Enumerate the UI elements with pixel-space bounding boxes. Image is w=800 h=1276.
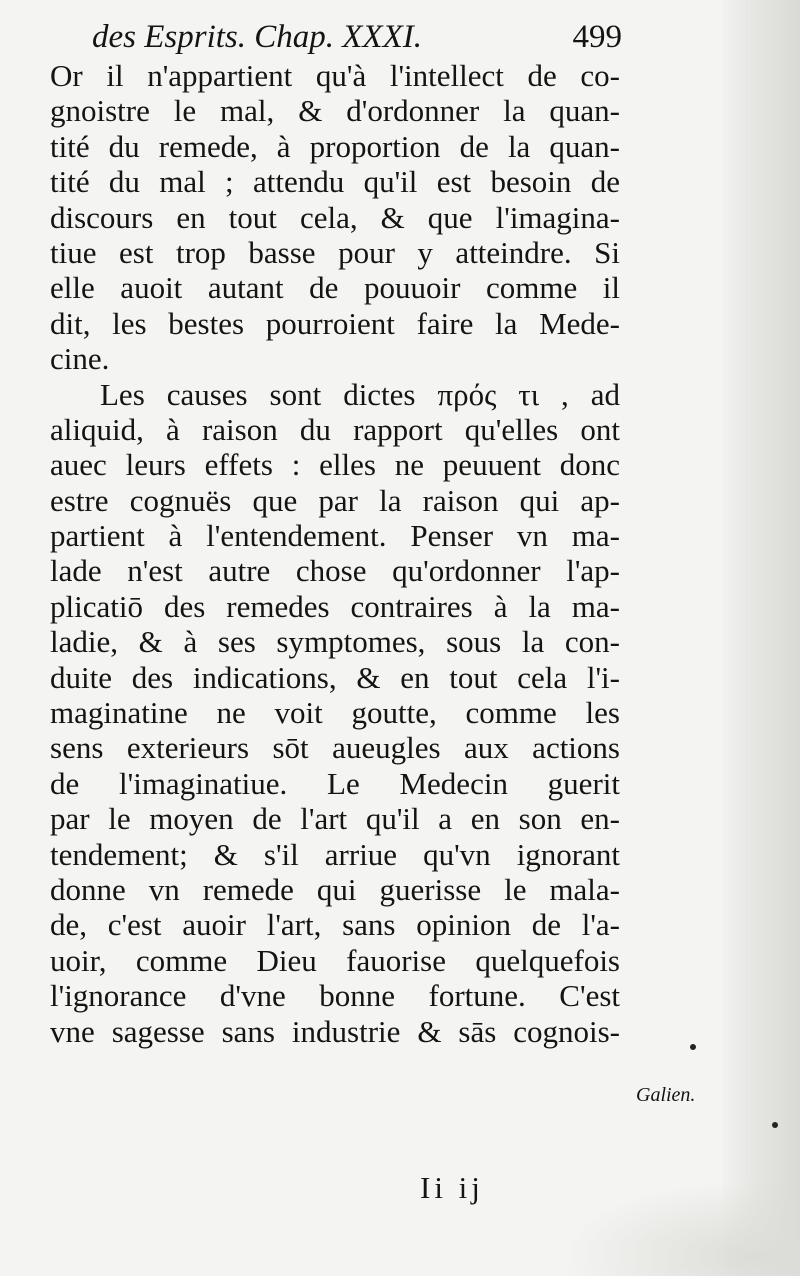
text-line: tendement; & s'il arriue qu'vn ignorant <box>50 836 620 872</box>
text-line: l'ignorance d'vne bonne fortune. C'est <box>50 978 620 1014</box>
ink-speck <box>690 1044 696 1050</box>
text-line: de l'imaginatiue. Le Medecin guerit <box>50 765 620 801</box>
text-line: de, c'est auoir l'art, sans opinion de l'a- <box>50 907 620 943</box>
paragraph-start-line: Les causes sont dictes πρός τι , ad <box>100 376 620 412</box>
page-gutter-shadow <box>722 0 800 1276</box>
text-line: dit, les bestes pourroient faire la Mede- <box>50 305 620 341</box>
signature-mark: Ii ij <box>420 1170 484 1205</box>
text-line: lade n'est autre chose qu'ordonner l'ap- <box>50 553 620 589</box>
text-line: duite des indications, & en tout cela l'i- <box>50 659 620 695</box>
text-line: Or il n'appartient qu'à l'intellect de co- <box>50 58 620 93</box>
text-line: ladie, & à ses symptomes, sous la con- <box>50 624 620 660</box>
text-line: aliquid, à raison du rapport qu'elles ont <box>50 411 620 447</box>
text-line: uoir, comme Dieu fauorise quelquefois <box>50 942 620 978</box>
page-number: 499 <box>572 19 622 55</box>
text-line: donne vn remede qui guerisse le mala- <box>50 871 620 907</box>
text-line: estre cognuës que par la raison qui ap- <box>50 482 620 518</box>
text-line: vne sagesse sans industrie & sās cognois- <box>50 1013 620 1049</box>
text-line: maginatine ne voit goutte, comme les <box>50 695 620 731</box>
text-line: gnoistre le mal, & d'ordonner la quan- <box>50 93 620 129</box>
page-corner-shade <box>560 1180 800 1276</box>
text-line: tité du mal ; attendu qu'il est besoin de <box>50 164 620 200</box>
running-title: des Esprits. Chap. XXXI. <box>92 19 422 55</box>
text-line: elle auoit autant de pouuoir comme il <box>50 270 620 306</box>
text-line: discours en tout cela, & que l'imagina- <box>50 199 620 235</box>
text-line: par le moyen de l'art qu'il a en son en- <box>50 801 620 837</box>
ink-speck <box>772 1122 778 1128</box>
text-line: tiue est trop basse pour y atteindre. Si <box>50 234 620 270</box>
text-line: plicatiō des remedes contraires à la ma- <box>50 588 620 624</box>
text-line: partient à l'entendement. Penser vn ma- <box>50 518 620 554</box>
body-text <box>50 58 620 1049</box>
paragraph-end-line: cine. <box>50 341 110 377</box>
text-line: tité du remede, à proportion de la quan- <box>50 128 620 164</box>
text-line: auec leurs effets : elles ne peuuent donc <box>50 447 620 483</box>
margin-note: Galien. <box>636 1084 696 1106</box>
page-header <box>92 12 622 62</box>
text-line: sens exterieurs sōt aueugles aux actions <box>50 730 620 766</box>
